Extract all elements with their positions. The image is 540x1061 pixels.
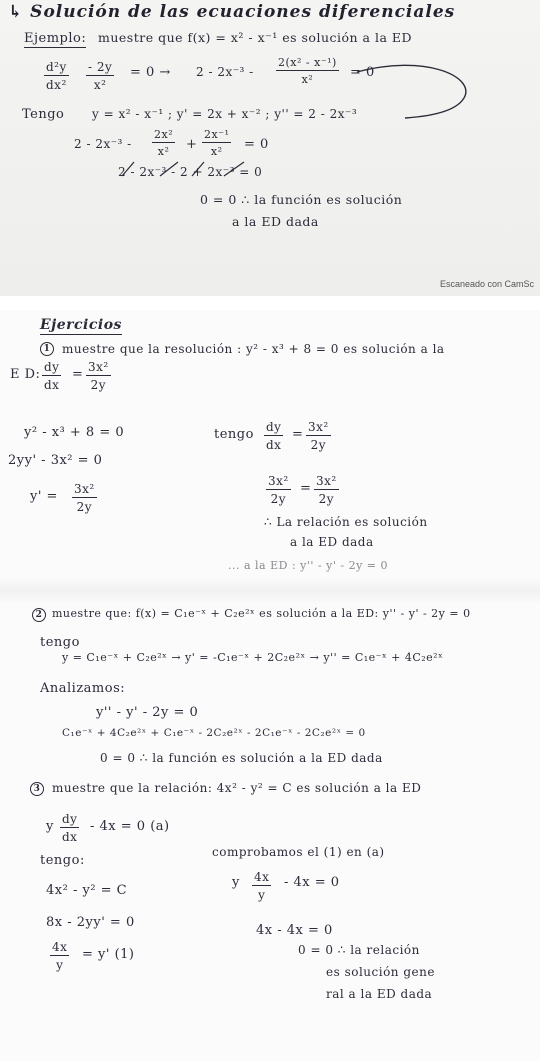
exercise-1-conclusion: ∴ La relación es solución — [264, 515, 428, 529]
exercise-3-conclusion: 0 = 0 ∴ la relación — [298, 943, 420, 957]
exercises-heading: Ejercicios — [40, 317, 122, 333]
scanned-page-top — [0, 0, 540, 296]
exercise-3-check-frac: $\frac{4x}{y}$ — [254, 870, 270, 902]
plus-sign: + — [186, 137, 198, 152]
exercise-3-conclusion-2: es solución gene — [326, 965, 435, 979]
exercise-1-ed-label: E D: — [10, 367, 41, 382]
ed-fraction: $\frac{\text{d²y}}{\text{dx²}}$ — [46, 60, 67, 92]
exercise-3-check-y: y — [232, 875, 240, 890]
exercise-1-ed-equals: = — [72, 367, 84, 382]
exercise-1-conclusion-2: a la ED dada — [290, 535, 374, 549]
ed-sub-end: = 0 — [350, 65, 375, 80]
exercise-1-line-3-frac: $\frac{\text{3x²}}{2y}$ — [74, 482, 95, 514]
exercise-3-conclusion-3: ral a la ED dada — [326, 987, 433, 1001]
exercise-2-derivatives: y = C₁e⁻ˣ + C₂e²ˣ → y' = -C₁e⁻ˣ + 2C₂e²ˣ → y'' = C₁e⁻ˣ + 4C₂e²ˣ — [62, 651, 444, 664]
exercise-3-number: 3 — [30, 782, 44, 796]
exercise-1-line-1: y² - x³ + 8 = 0 — [24, 425, 125, 440]
exercise-1-tengo-frac: $\frac{dy}{dx}$ — [266, 420, 282, 452]
exercise-1-check-lhs: $\frac{\text{3x²}}{2y}$ — [268, 474, 289, 506]
exercise-3-statement: muestre que la relación: 4x² - y² = C es solución a la ED — [52, 781, 422, 795]
curved-arrow-icon — [355, 58, 475, 128]
exercise-1-cut-line: ... a la ED : y'' - y' - 2y = 0 — [228, 559, 389, 572]
example-label: Ejemplo: — [24, 31, 87, 46]
tengo-derivatives: y = x² - x⁻¹ ; y' = 2x + x⁻² ; y'' = 2 - 2x⁻³ — [92, 107, 358, 121]
exercise-1-ed-rhs: $\frac{\text{3x²}}{2y}$ — [88, 360, 109, 392]
page-gap — [0, 296, 540, 310]
exercise-3-ed-rest: - 4x = 0 (a) — [90, 819, 170, 834]
exercise-1-statement: muestre que la resolución : y² - x³ + 8 = 0 es solución a la — [62, 342, 445, 356]
scanner-watermark: Escaneado con CamSc — [439, 279, 534, 289]
exercise-1-ed-frac: $\frac{dy}{dx}$ — [44, 360, 60, 392]
exercise-3-line-2: 8x - 2yy' = 0 — [46, 915, 135, 930]
exercise-2-conclusion: 0 = 0 ∴ la función es solución a la ED dada — [100, 751, 383, 765]
exercise-1-check-equals: = — [300, 481, 312, 496]
exercise-2-equation: y'' - y' - 2y = 0 — [96, 705, 199, 720]
exercise-1-tengo-rhs: $\frac{\text{3x²}}{2y}$ — [308, 420, 329, 452]
exercise-3-comprobamos: comprobamos el (1) en (a) — [212, 845, 385, 859]
exercise-1-tengo: tengo — [214, 427, 254, 442]
substitution-line-a: 2 - 2x⁻³ - — [74, 137, 132, 151]
example-statement: muestre que f(x) = x² - x⁻¹ es solución a la ED — [98, 30, 413, 45]
exercise-1-check-rhs: $\frac{\text{3x²}}{2y}$ — [316, 474, 337, 506]
scanned-page-bottom — [0, 310, 540, 1061]
exercise-3-check-rest: - 4x = 0 — [284, 875, 340, 890]
substitution-frac-a1: $\frac{\text{2x²}}{\text{x²}}$ — [154, 128, 174, 158]
exercise-2-tengo: tengo — [40, 635, 80, 650]
exercise-3-ed-y: y — [46, 819, 54, 834]
result-line-2: a la ED dada — [232, 214, 319, 229]
exercise-1-number: 1 — [40, 342, 54, 356]
ed-middle-term: $\frac{- 2y}{\text{x²}}$ — [88, 60, 113, 92]
strike-marks-icon — [118, 160, 263, 180]
ed-rest: = 0 → — [130, 65, 171, 80]
exercise-2-statement: muestre que: f(x) = C₁e⁻ˣ + C₂e²ˣ es solución a la ED: y'' - y' - 2y = 0 — [52, 607, 471, 620]
exercise-3-ed-frac: $\frac{dy}{dx}$ — [62, 812, 78, 844]
substitution-equals: = 0 — [244, 137, 269, 152]
exercise-1-line-3: y' = — [30, 489, 58, 504]
exercise-3-tengo: tengo: — [40, 853, 85, 868]
cancellation-line: 2 - 2x⁻³ - 2 + 2x⁻³ = 0 — [118, 165, 263, 179]
exercise-1-tengo-equals: = — [292, 427, 304, 442]
exercise-2-analizamos: Analizamos: — [40, 681, 126, 696]
ed-sub-fraction: $\frac{\text{2(x² - x⁻¹)}}{\text{x²}}$ — [278, 56, 337, 86]
page-title: ↳ Solución de las ecuaciones diferenciales — [8, 2, 456, 22]
exercise-2-substitution: C₁e⁻ˣ + 4C₂e²ˣ + C₁e⁻ˣ - 2C₂e²ˣ - 2C₁e⁻ˣ - 2C₂e²ˣ = 0 — [62, 727, 366, 739]
ed-substitution: 2 - 2x⁻³ - — [196, 65, 254, 79]
exercise-1-line-2: 2yy' - 3x² = 0 — [8, 453, 103, 468]
page-fold — [0, 578, 540, 604]
exercise-3-line-1: 4x² - y² = C — [46, 883, 128, 898]
tengo-label: Tengo — [22, 107, 65, 122]
result-line: 0 = 0 ∴ la función es solución — [200, 192, 403, 207]
substitution-frac-a2: $\frac{\text{2x⁻¹}}{\text{x²}}$ — [204, 128, 230, 158]
exercise-3-check-line-2: 4x - 4x = 0 — [256, 923, 333, 938]
exercise-3-line-3-frac: $\frac{4x}{y}$ — [52, 940, 68, 972]
exercise-3-line-3-rest: = y' (1) — [82, 947, 135, 962]
exercise-2-number: 2 — [32, 608, 46, 622]
